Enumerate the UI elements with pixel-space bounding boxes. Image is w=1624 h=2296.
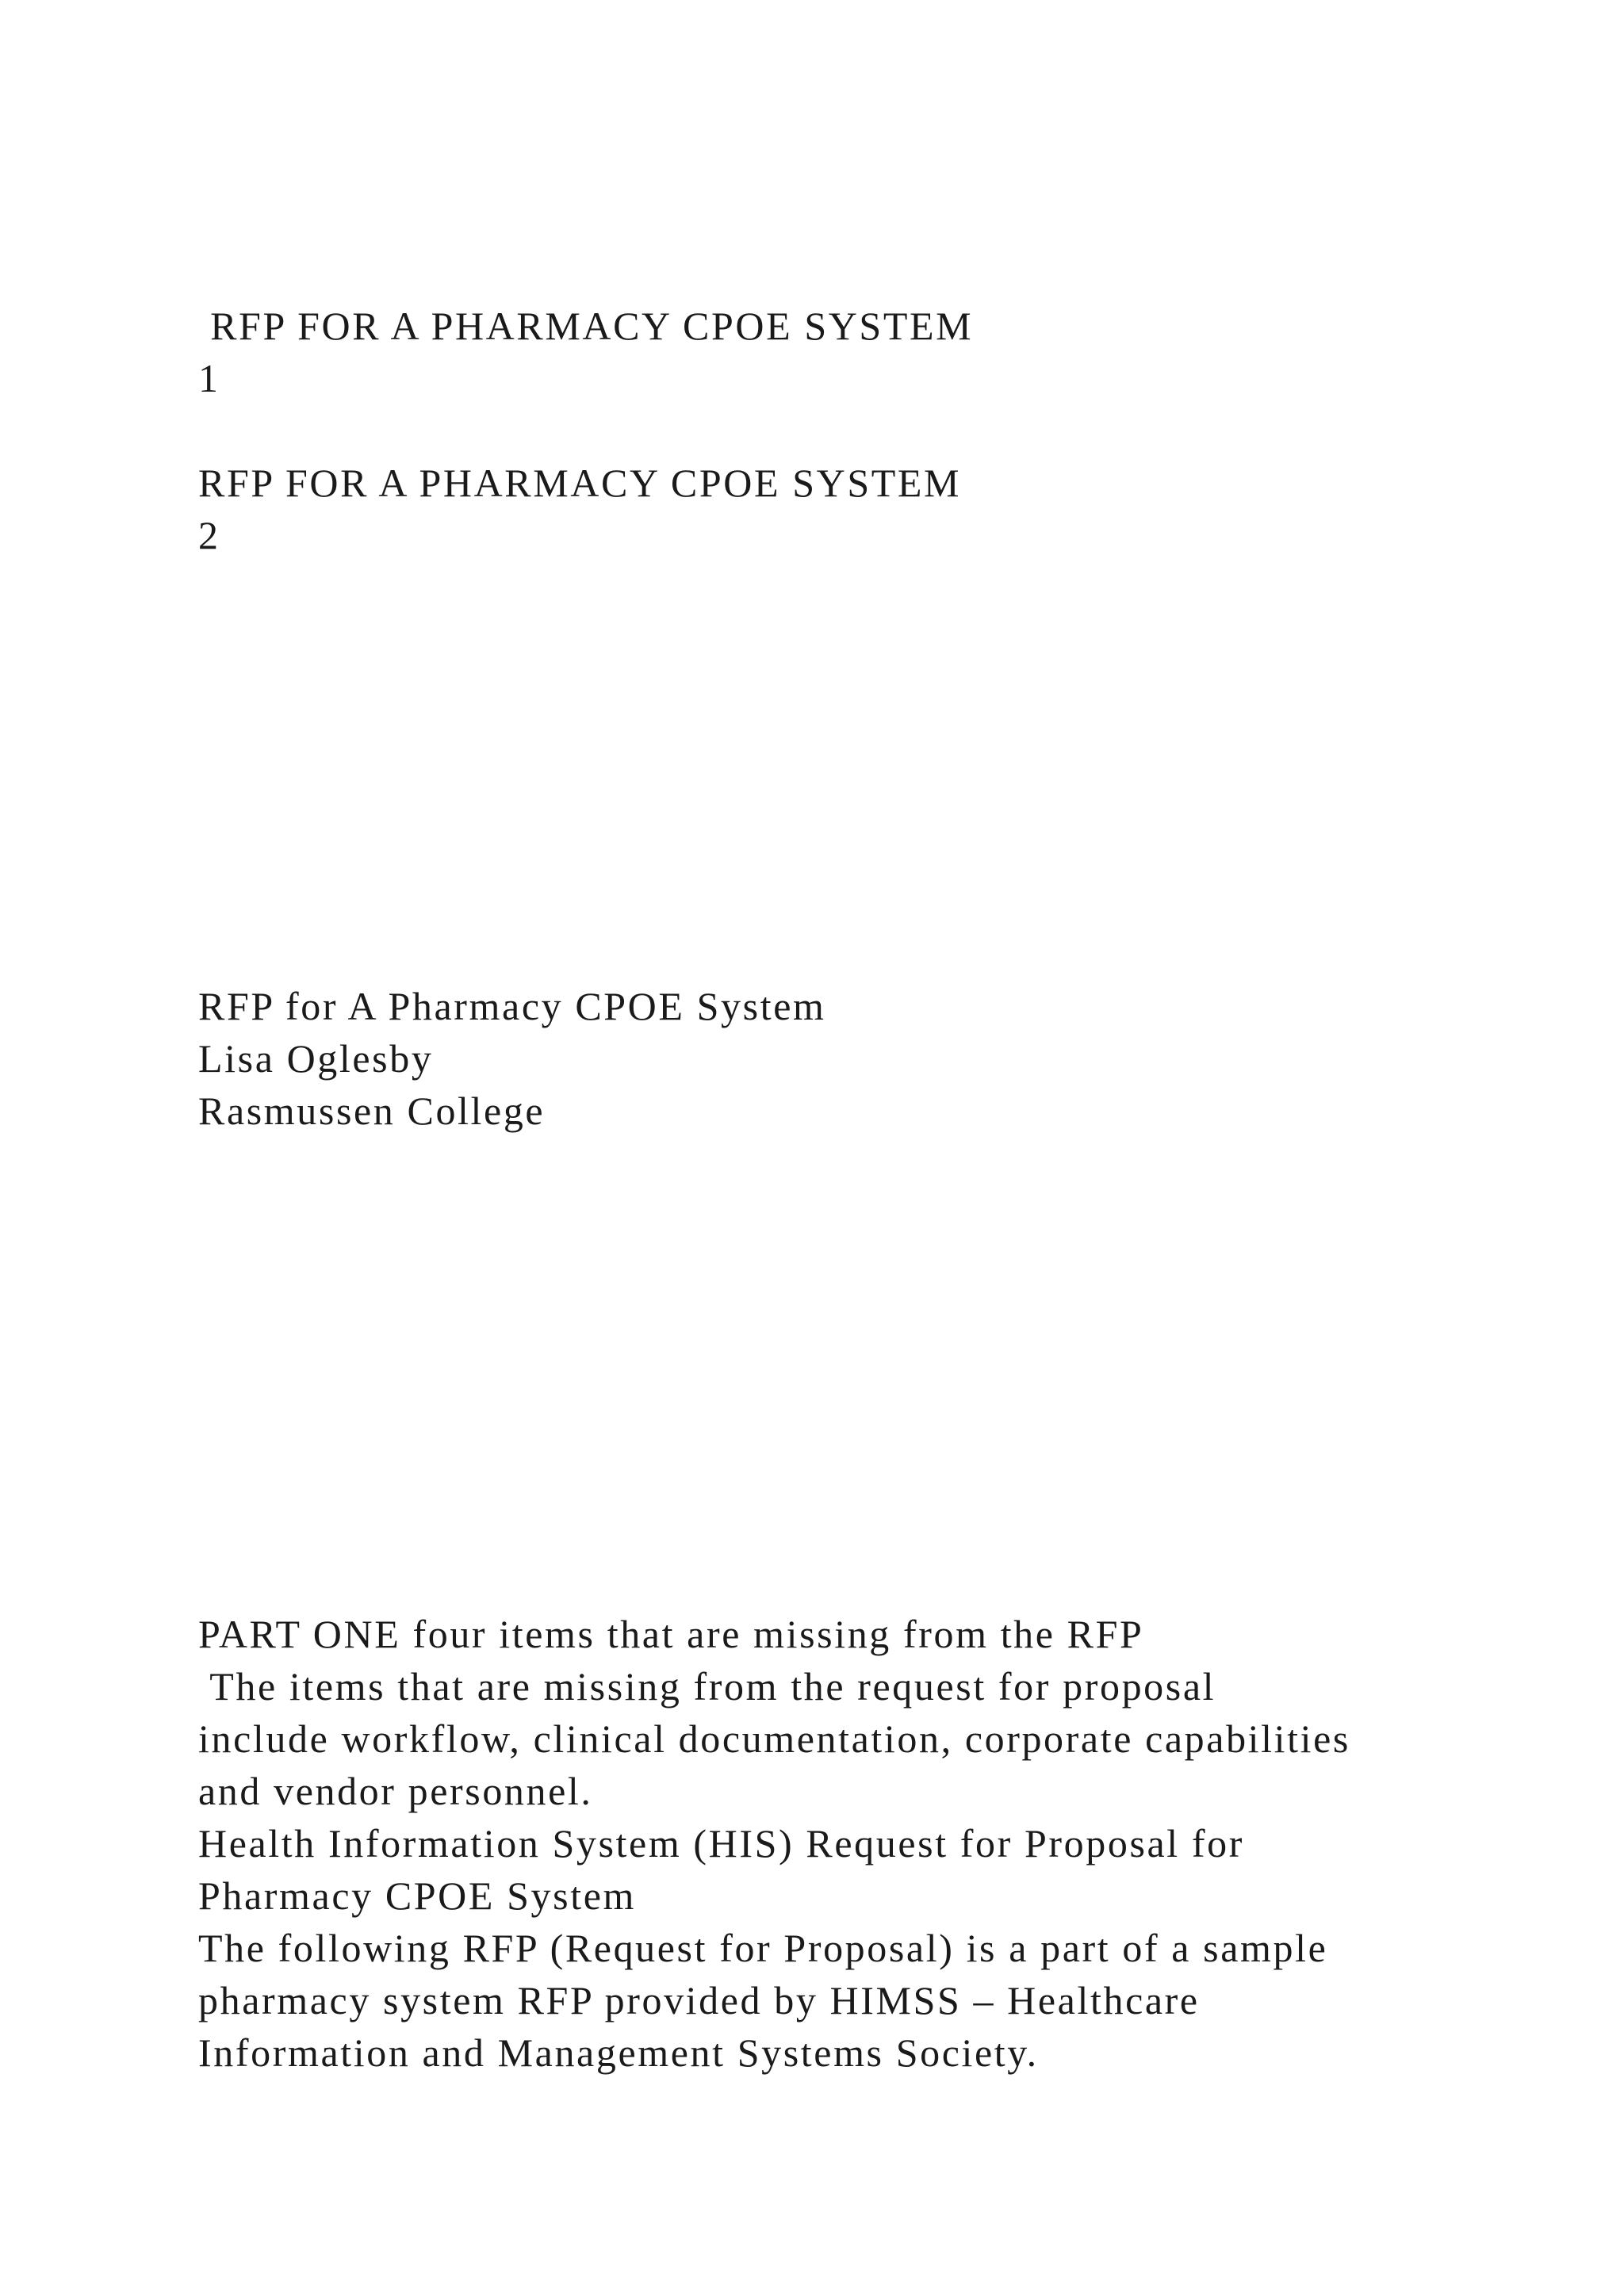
running-head-page-2: RFP FOR A PHARMACY CPOE SYSTEM [198,461,962,505]
author-name: Lisa Oglesby [198,1036,434,1081]
body-line: Health Information System (HIS) Request for Proposal for [198,1821,1244,1866]
body-line: Pharmacy CPOE System [198,1873,636,1918]
paper-title: RFP for A Pharmacy CPOE System [198,984,826,1028]
section-heading: PART ONE four items that are missing from the RFP [198,1612,1144,1656]
institution-name: Rasmussen College [198,1089,546,1133]
body-line: The following RFP (Request for Proposal) is a part of a sample [198,1926,1328,1970]
page-number-1: 1 [198,356,220,400]
body-line: The items that are missing from the request for proposal [198,1664,1216,1709]
body-line: Information and Management Systems Society. [198,2030,1039,2075]
running-head-page-1: RFP FOR A PHARMACY CPOE SYSTEM [198,304,974,348]
body-line: pharmacy system RFP provided by HIMSS – Healthcare [198,1978,1200,2022]
body-line: include workflow, clinical documentation, corporate capabilities [198,1716,1350,1761]
page-number-2: 2 [198,513,220,557]
body-line: and vendor personnel. [198,1769,593,1813]
